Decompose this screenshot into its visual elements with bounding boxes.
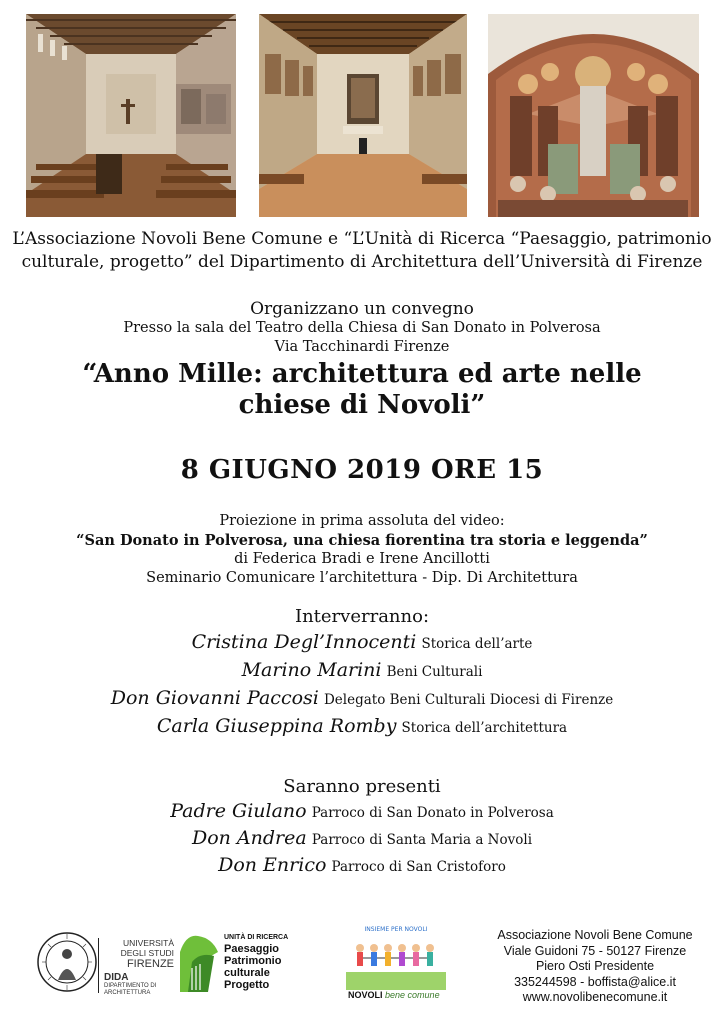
unifi-logo <box>36 928 174 1000</box>
dida-label: DIDA <box>104 972 129 983</box>
dida-dept-line-1: DIPARTIMENTO DI <box>104 983 157 989</box>
intro-text <box>0 228 724 274</box>
association-website: www.novolibenecomune.it <box>522 990 668 1004</box>
video-block <box>0 512 724 588</box>
research-unit-logo <box>178 930 328 1000</box>
video-intro: Proiezione in prima assoluta del video: <box>219 513 505 529</box>
speakers-heading: Interverranno: <box>294 606 430 627</box>
present-role: Parroco di San Donato in Polverosa <box>311 805 554 821</box>
present-name: Don Andrea <box>191 827 307 849</box>
unifi-divider <box>98 938 99 993</box>
present-row <box>0 799 724 826</box>
organizing-line-1: Organizzano un convegno <box>250 299 474 319</box>
novoli-name-italic: bene comune <box>385 990 440 1000</box>
association-contact <box>480 928 710 1006</box>
speaker-role: Beni Culturali <box>386 664 483 680</box>
speaker-role: Storica dell’arte <box>421 636 533 652</box>
present-row <box>0 853 724 880</box>
research-unit-line-3: Progetto <box>224 979 270 991</box>
speaker-name: Marino Marini <box>241 659 382 681</box>
present-name: Don Enrico <box>218 854 327 876</box>
research-unit-line-2: Patrimonio culturale <box>224 955 282 979</box>
footer <box>0 920 724 1020</box>
novoli-logo <box>346 922 446 1004</box>
frescoed-hall-photo <box>259 14 467 217</box>
speaker-row <box>0 685 724 713</box>
intro-line-1: L’Associazione Novoli Bene Comune e “L’Unità di Ricerca “Paesaggio, patrimonio <box>12 229 712 249</box>
novoli-name <box>348 990 440 1000</box>
present-heading: Saranno presenti <box>283 776 441 797</box>
present-section <box>0 775 724 880</box>
speaker-name: Carla Giuseppina Romby <box>156 715 397 737</box>
speakers-section <box>0 605 724 741</box>
speaker-row <box>0 629 724 657</box>
research-unit-line-1: Paesaggio <box>224 943 280 955</box>
speaker-row <box>0 657 724 685</box>
event-date: 8 GIUGNO 2019 ORE 15 <box>180 455 544 485</box>
event-title-line-2: chiese di Novoli” <box>238 390 486 420</box>
video-seminar: Seminario Comunicare l’architettura - Dip. Di Architettura <box>146 570 578 586</box>
unifi-line-2: DEGLI STUDI <box>120 948 174 958</box>
event-title <box>0 359 724 421</box>
children-drawing-icon <box>346 922 446 990</box>
unifi-line-1: UNIVERSITÀ <box>122 938 174 948</box>
research-unit-text <box>224 934 328 991</box>
association-address: Viale Guidoni 75 - 50127 Firenze <box>503 943 687 958</box>
svg-text:INSIEME PER NOVOLI: INSIEME PER NOVOLI <box>364 926 428 933</box>
speaker-row <box>0 713 724 741</box>
novoli-name-bold: NOVOLI <box>348 990 383 1000</box>
research-unit-small: UNITÀ DI RICERCA <box>224 934 289 941</box>
organizing-line-3: Via Tacchinardi Firenze <box>274 339 450 355</box>
photo-strip <box>26 14 702 217</box>
university-seal-icon <box>36 930 98 994</box>
video-title: “San Donato in Polverosa, una chiesa fiorentina tra storia e leggenda” <box>76 532 648 549</box>
church-nave-photo <box>26 14 236 217</box>
unifi-text <box>104 938 174 997</box>
present-name: Padre Giulano <box>170 800 307 822</box>
speaker-name: Cristina Degl’Innocenti <box>191 631 417 653</box>
intro-line-2: culturale, progetto” del Dipartimento di Architettura dell’Università di Firenze <box>21 252 703 272</box>
video-authors: di Federica Bradi e Irene Ancillotti <box>234 551 490 567</box>
organizing-line-2: Presso la sala del Teatro della Chiesa di San Donato in Polverosa <box>123 320 601 336</box>
association-name: Associazione Novoli Bene Comune <box>497 928 693 942</box>
present-row <box>0 826 724 853</box>
organizing-block <box>0 300 724 357</box>
dida-dept-line-2: ARCHITETTURA <box>104 990 151 996</box>
unifi-line-3: FIRENZE <box>126 958 174 970</box>
event-title-line-1: “Anno Mille: architettura ed arte nelle <box>82 359 642 389</box>
fresco-photo <box>488 14 699 217</box>
present-role: Parroco di San Cristoforo <box>331 859 506 875</box>
association-president: Piero Osti Presidente <box>535 959 655 973</box>
speaker-role: Delegato Beni Culturali Diocesi di Firenze <box>323 692 614 708</box>
speaker-name: Don Giovanni Paccosi <box>110 687 319 709</box>
landscape-mark-icon <box>178 932 220 994</box>
speaker-role: Storica dell’architettura <box>401 720 568 736</box>
present-role: Parroco di Santa Maria a Novoli <box>311 832 533 848</box>
association-phone-email: 335244598 - boffista@alice.it <box>514 974 676 989</box>
